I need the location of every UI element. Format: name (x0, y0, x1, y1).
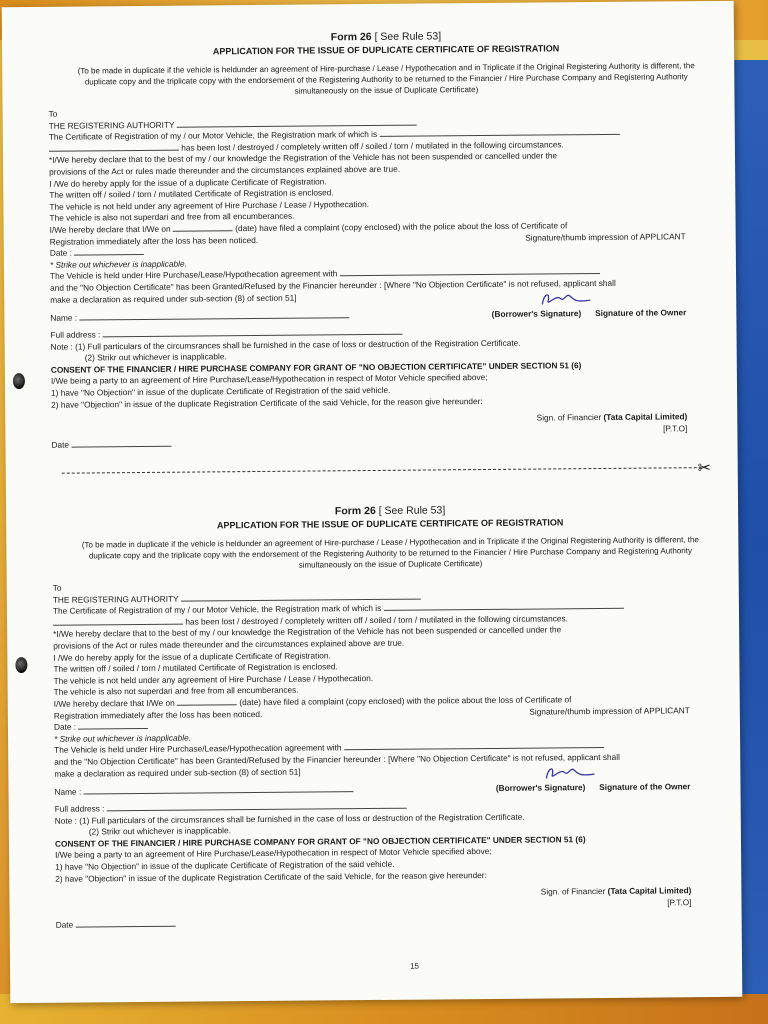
not-superdari-line: The vehicle is also not superdari and free from all encumberances. (53, 684, 299, 698)
date-field-2[interactable] (71, 439, 171, 448)
form-subtitle: APPLICATION FOR THE ISSUE OF DUPLICATE CERTIFICATE OF REGISTRATION (212, 43, 560, 57)
form-note: (To be made in duplicate if the vehicle is heldunder an agreement of Hire-purchase / Lease / Hypothecation and in Triplicate if the Original Registering Authority is different, the duplicate copy and the triplicate copy with the endorsement of the Registering Authority to be returned to the Financier / Hire Purchase Company and Registering Authority simultaneously on the issue of Duplicate Certificate) (81, 535, 699, 570)
owner-signature-label: Signature of the Owner (595, 306, 687, 318)
cert-line: The Certificate of Registration of my / our Motor Vehicle, the Registration mark of which is (52, 603, 382, 616)
financier-sign-label: Sign. of Financier (540, 886, 606, 897)
full-address-label: Full address : (50, 329, 101, 340)
authority-label: THE REGISTERING AUTHORITY (48, 119, 175, 131)
borrower-signature-label: (Borrower's Signature) (491, 307, 582, 319)
noc-line-a: and the "No Objection Certificate" has been Granted/Refused by the Financier hereunder : [Where "No Objection Certificate" is not refused, applicant shall (54, 751, 620, 767)
item-1: 1) have "No Objection" in issue of the duplicate Certificate of Registration of the said vehicle. (55, 858, 395, 872)
declaration-line-2: provisions of the Act or rules made thereunder and the circumstances explained above are true. (53, 637, 405, 651)
owner-signature-label: Signature of the Owner (599, 780, 691, 792)
noc-line-b: make a declaration as required under sub-section (8) of section 51] (54, 766, 301, 779)
to-label: To (48, 108, 58, 119)
financier-field[interactable] (340, 266, 600, 276)
punch-hole-icon (15, 657, 27, 673)
applicant-signature-label: Signature/thumb impression of APPLICANT (525, 230, 686, 243)
complaint-line-a: I/We hereby declare that I/We on (53, 697, 175, 709)
lost-line: has been lost / destroyed / completely written off / soiled / torn / mutilated in the following circumstances. (181, 139, 564, 153)
to-label: To (52, 582, 62, 593)
date-label: Date : (49, 247, 72, 258)
date-field[interactable] (78, 721, 148, 730)
form-copy-2 (52, 501, 732, 932)
name-field[interactable] (84, 784, 354, 794)
form-rule: [ See Rule 53] (374, 30, 442, 43)
pto-label: [P.T.O] (667, 897, 692, 908)
name-label: Name : (50, 312, 78, 323)
apply-line: I /We do hereby apply for the issue of a duplicate Certificate of Registration. (49, 175, 327, 189)
financier-name: (Tata Capital Limited) (603, 411, 688, 423)
item-2: 2) have "Objection" in issue of the duplicate Registration Certificate of the said Vehicle, for the reason give hereunder: (51, 395, 483, 410)
declaration-line-1: *I/We hereby declare that to the best of my / our knowledge the Registration of the Vehicle has not been suspended or cancelled under the (48, 150, 558, 166)
form-title-text: Form 26 (334, 504, 376, 518)
not-held-line: The vehicle is not held under any agreement of Hire Purchase / Lease / Hypothecation. (53, 672, 374, 686)
borrower-signature-label: (Borrower's Signature) (495, 781, 586, 793)
not-superdari-line: The vehicle is also not superdari and free from all encumberances. (49, 211, 295, 224)
financier-name: (Tata Capital Limited) (607, 885, 692, 897)
registration-mark-field[interactable] (384, 601, 624, 611)
reg-field-2[interactable] (53, 616, 183, 625)
declaration-line-1: *I/We hereby declare that to the best of my / our knowledge the Registration of the Vehicle has not been suspended or cancelled under the (53, 624, 562, 640)
form-copy-1 (48, 27, 728, 452)
note-1: Note : (1) Full particulars of the circumsrances shall be furnished in the case of loss or destruction of the Registration Certificate. (50, 337, 521, 352)
complaint-date-field[interactable] (177, 697, 237, 706)
written-off-line: The written off / soiled / torn / mutilated Certificate of Registration is enclosed. (53, 661, 338, 674)
authority-field[interactable] (177, 117, 417, 127)
noc-line-a: and the "No Objection Certificate" has been Granted/Refused by the Financier hereunder : [Where "No Objection Certificate" is not refused, applicant shall (50, 277, 616, 293)
applicant-signature-label: Signature/thumb impression of APPLICANT (529, 704, 690, 717)
item-1: 1) have "No Objection" in issue of the duplicate Certificate of Registration of the said vehicle. (50, 384, 391, 398)
complaint-line-c: Registration immediately after the loss has been noticed. (53, 708, 263, 721)
note-2: (2) Strikr out whichever is inapplicable. (84, 351, 227, 363)
scissor-icon: ✂ (697, 460, 712, 478)
strike-note: * Strike out whichever is inapplicable. (54, 732, 192, 744)
declaration-line-2: provisions of the Act or rules made thereunder and the circumstances explained above are true. (49, 163, 401, 177)
held-under-line: The Vehicle is held under Hire Purchase/Lease/Hypothecation agreement with (49, 268, 338, 282)
document-page (2, 1, 743, 1003)
cert-line: The Certificate of Registration of my / our Motor Vehicle, the Registration mark of which is (48, 129, 378, 142)
punch-hole-icon (13, 373, 25, 389)
lost-line: has been lost / destroyed / completely written off / soiled / torn / mutilated in the following circumstances. (185, 613, 569, 627)
financier-field[interactable] (344, 740, 604, 750)
full-address-label: Full address : (54, 803, 105, 814)
address-field[interactable] (107, 801, 407, 812)
item-2: 2) have "Objection" in issue of the duplicate Registration Certificate of the said Vehicle, for the reason give hereunder: (55, 869, 487, 884)
not-held-line: The vehicle is not held under any agreement of Hire Purchase / Lease / Hypothecation. (49, 198, 370, 212)
financier-sign-label: Sign. of Financier (536, 412, 602, 423)
consent-heading: CONSENT OF THE FINANCIER / HIRE PURCHASE COMPANY FOR GRANT OF "NO OBJECTION CERTIFICATE" UNDER SECTION 51 (6) (54, 834, 586, 849)
noc-line-b: make a declaration as required under sub-section (8) of section 51] (50, 292, 297, 305)
authority-label: THE REGISTERING AUTHORITY (52, 593, 179, 605)
party-line: I/We being a party to an agreement of Hire Purchase/Lease/Hypothecation in respect of Motor Vehicle specified above; (55, 846, 492, 861)
held-under-line: The Vehicle is held under Hire Purchase/Lease/Hypothecation agreement with (54, 742, 342, 756)
complaint-line-c: Registration immediately after the loss has been noticed. (49, 234, 259, 247)
note-1: Note : (1) Full particulars of the circumsrances shall be furnished in the case of loss or destruction of the Registration Certificate. (54, 811, 525, 826)
written-off-line: The written off / soiled / torn / mutilated Certificate of Registration is enclosed. (49, 187, 334, 200)
note-2: (2) Strikr out whichever is inapplicable. (88, 825, 231, 837)
complaint-line-b: (date) have filed a complaint (copy enclosed) with the police about the loss of Certificate of (235, 220, 568, 234)
name-field[interactable] (79, 310, 349, 320)
complaint-line-b: (date) have filed a complaint (copy enclosed) with the police about the loss of Certificate of (239, 694, 572, 708)
consent-heading: CONSENT OF THE FINANCIER / HIRE PURCHASE COMPANY FOR GRANT OF "NO OBJECTION CERTIFICATE" UNDER SECTION 51 (6) (50, 360, 582, 375)
date-field-2[interactable] (75, 919, 175, 928)
date-label-2: Date (51, 440, 70, 451)
form-title-text: Form 26 (330, 30, 372, 44)
complaint-line-a: I/We hereby declare that I/We on (49, 223, 171, 235)
reg-field-2[interactable] (49, 142, 179, 151)
name-label: Name : (54, 786, 82, 797)
registration-mark-field[interactable] (379, 127, 619, 137)
authority-field[interactable] (181, 591, 421, 601)
strike-note: * Strike out whichever is inapplicable. (49, 258, 187, 270)
party-line: I/We being a party to an agreement of Hire Purchase/Lease/Hypothecation in respect of Motor Vehicle specified above; (50, 372, 488, 387)
form-note: (To be made in duplicate if the vehicle is heldunder an agreement of Hire-purchase / Lease / Hypothecation and in Triplicate if the Original Registering Authority is different, the duplicate copy and the triplicate copy with the endorsement of the Registering Authority to be returned to the Financier / Hire Purchase Company and Registering Authority simultaneously on the issue of Duplicate Certificate) (77, 61, 695, 96)
page-number: 15 (410, 961, 419, 971)
pto-label: [P.T.O] (663, 423, 688, 434)
form-subtitle: APPLICATION FOR THE ISSUE OF DUPLICATE CERTIFICATE OF REGISTRATION (216, 517, 564, 531)
signature-icon (540, 764, 600, 783)
date-label: Date : (53, 721, 77, 732)
date-field[interactable] (74, 247, 144, 256)
apply-line: I /We do hereby apply for the issue of a duplicate Certificate of Registration. (53, 649, 331, 663)
cut-line (62, 467, 702, 474)
signature-icon (536, 290, 596, 309)
address-field[interactable] (103, 327, 403, 338)
date-label-2: Date (55, 920, 74, 931)
complaint-date-field[interactable] (173, 223, 233, 232)
form-rule: [ See Rule 53] (378, 504, 446, 517)
